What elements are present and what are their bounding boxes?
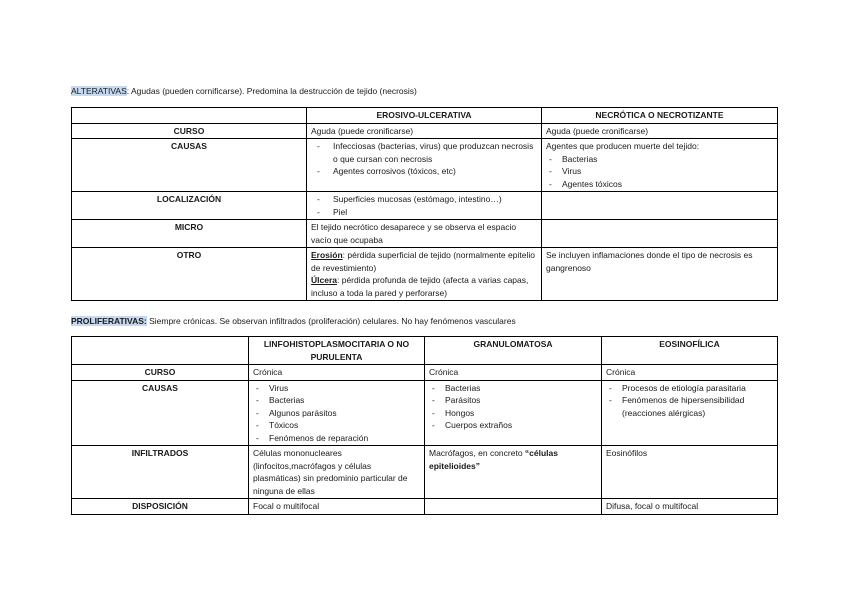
cell-curso-eosinofilica: Crónica [602,365,778,381]
cell-otro-necrotica: Se incluyen inflamaciones donde el tipo de necrosis es gangrenoso [542,248,778,301]
proliferativas-label: PROLIFERATIVAS: [71,316,147,326]
cell-disposicion-linfo: Focal o multifocal [249,499,425,515]
cell-micro-erosivo: El tejido necrótico desaparece y se observa el espacio vacío que ocupaba [307,220,542,248]
empty-header-cell [72,108,307,124]
list-item: - Infecciosas (bacterias, virus) que produzcan necrosis o que cursan con necrosis [311,140,537,165]
ulcera-definition [311,274,537,299]
table-row-disposicion [72,499,778,515]
erosion-definition [311,249,537,274]
list-item: - Piel [311,206,537,219]
proliferativas-description: Siempre crónicas. Se observan infiltrados (proliferación) celulares. No hay fenómenos vasculares [146,316,516,326]
cell-infiltrados-linfo: Células mononucleares (linfocitos,macrófagos y células plasmáticas) sin predominio particular de ninguna de ellas [249,446,425,499]
row-label-infiltrados: INFILTRADOS [72,446,249,499]
table-row-localizacion [72,192,778,220]
erosion-term: Erosión [311,250,343,260]
list-item: - Virus [253,382,420,395]
list-item: - Procesos de etiología parasitaria [606,382,773,395]
cell-causas-linfo [249,380,425,446]
alterativas-table [71,107,778,301]
column-header-granulomatosa: GRANULOMATOSA [425,337,602,365]
column-header-necrotica: NECRÓTICA O NECROTIZANTE [542,108,778,124]
cell-causas-erosivo [307,139,542,192]
cell-curso-linfo: Crónica [249,365,425,381]
column-header-eosinofilica: EOSINOFÍLICA [602,337,778,365]
cell-otro-erosivo [307,248,542,301]
cell-disposicion-eosinofilica: Difusa, focal o multifocal [602,499,778,515]
list-item: - Tóxicos [253,419,420,432]
row-label-causas: CAUSAS [72,380,249,446]
proliferativas-heading [71,315,516,327]
list-item: - Agentes tóxicos [546,178,773,191]
table-header-row [72,337,778,365]
list-item: - Bacterias [429,382,597,395]
infiltrados-text: Macrófagos, en concreto [429,448,525,458]
alterativas-heading [71,85,417,97]
cell-causas-granulomatosa [425,380,602,446]
list-item: - Agentes corrosivos (tóxicos, etc) [311,165,537,178]
table-row-otro [72,248,778,301]
ulcera-text: : pérdida profunda de tejido (afecta a varias capas, incluso a toda la pared y perforarse) [311,275,529,298]
table-header-row [72,108,778,124]
cell-localizacion-necrotica [542,192,778,220]
table-row-causas [72,139,778,192]
cell-curso-necrotica: Aguda (puede cronificarse) [542,123,778,139]
list-item: - Fenómenos de reparación [253,432,420,445]
cell-infiltrados-granulomatosa [425,446,602,499]
list-item: - Hongos [429,407,597,420]
causas-intro: Agentes que producen muerte del tejido: [546,141,700,151]
ulcera-term: Úlcera [311,275,337,285]
row-label-disposicion: DISPOSICIÓN [72,499,249,515]
cell-infiltrados-eosinofilica: Eosinófilos [602,446,778,499]
row-label-otro: OTRO [72,248,307,301]
list-item: - Algunos parásitos [253,407,420,420]
table-row-micro [72,220,778,248]
cell-curso-granulomatosa: Crónica [425,365,602,381]
cell-curso-erosivo: Aguda (puede cronificarse) [307,123,542,139]
row-label-causas: CAUSAS [72,139,307,192]
erosion-text: : pérdida superficial de tejido (normalmente epitelio de revestimiento) [311,250,535,273]
list-item: - Virus [546,165,773,178]
table-row-infiltrados [72,446,778,499]
alterativas-description: : Agudas (pueden cornificarse). Predomina la destrucción de tejido (necrosis) [126,86,417,96]
row-label-curso: CURSO [72,365,249,381]
table-row-curso [72,123,778,139]
list-item: - Cuerpos extraños [429,419,597,432]
celulas-epitelioides-term: “células epitelioides” [429,448,558,471]
proliferativas-table [71,336,778,515]
column-header-erosivo: EROSIVO-ULCERATIVA [307,108,542,124]
list-item: - Fenómenos de hipersensibilidad (reacciones alérgicas) [606,394,773,419]
list-item: - Superficies mucosas (estómago, intestino…) [311,193,537,206]
row-label-localizacion: LOCALIZACIÓN [72,192,307,220]
cell-micro-necrotica [542,220,778,248]
cell-disposicion-granulomatosa [425,499,602,515]
list-item: - Bacterias [253,394,420,407]
list-item: - Parásitos [429,394,597,407]
cell-causas-necrotica [542,139,778,192]
empty-header-cell [72,337,249,365]
list-item: - Bacterias [546,153,773,166]
row-label-micro: MICRO [72,220,307,248]
table-row-causas [72,380,778,446]
alterativas-label: ALTERATIVAS [71,86,127,96]
column-header-linfohistoplasmocitaria: LINFOHISTOPLASMOCITARIA O NO PURULENTA [249,337,425,365]
row-label-curso: CURSO [72,123,307,139]
table-row-curso [72,365,778,381]
cell-causas-eosinofilica [602,380,778,446]
cell-localizacion-erosivo [307,192,542,220]
